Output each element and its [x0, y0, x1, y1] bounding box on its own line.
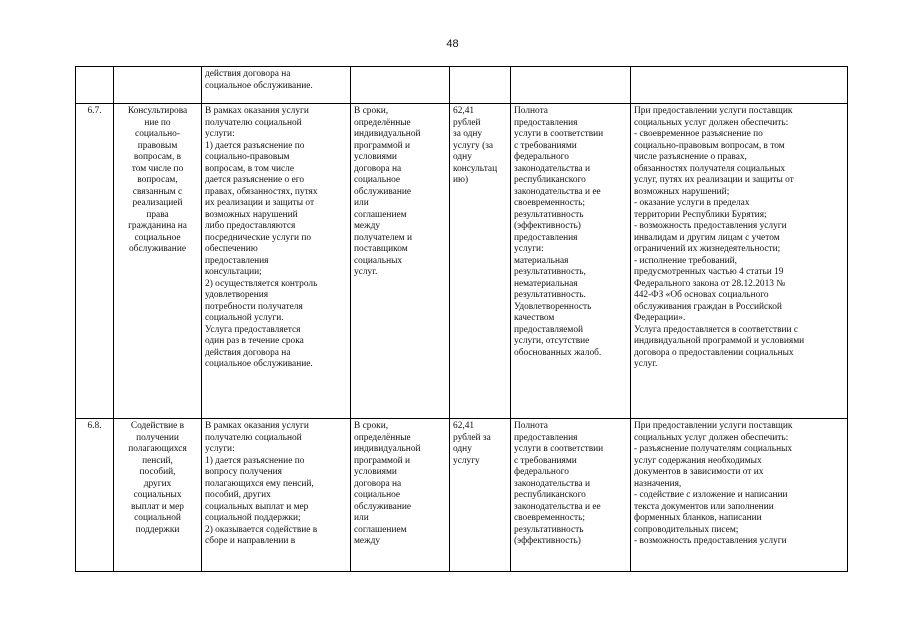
text-line: республиканского [514, 175, 586, 185]
text-line: услуг содержания необходимых [634, 455, 762, 466]
text-line: обслуживание [354, 501, 412, 512]
text-line: один раз в течение срока [205, 336, 304, 346]
text-line: предоставления [514, 232, 578, 243]
text-line: (эффективность) [514, 221, 581, 231]
text-line: удовлетворения [205, 290, 269, 300]
cell-price [450, 419, 511, 572]
text-line: При предоставлении услуги поставщик [634, 421, 793, 431]
text-line: Содействие в [130, 421, 185, 431]
text-line: услуг. [634, 359, 658, 369]
text-line: обоснованных жалоб. [514, 347, 602, 358]
text-line: том числе по [131, 163, 184, 174]
text-line: предоставления [205, 255, 269, 266]
text-line: Удовлетворенность [514, 301, 592, 312]
text-line: - возможность предоставления услуги [634, 536, 787, 546]
text-line: обязанностях получателя социальных [634, 163, 786, 174]
cell-terms [351, 419, 450, 572]
text-line: качеством [514, 313, 555, 323]
text-line: социальное обслуживание. [205, 80, 313, 91]
text-line: 62,41 [453, 106, 475, 116]
cell-terms [351, 67, 450, 104]
text-line: услуг, путях их реализации и защиты от [634, 175, 794, 185]
text-line: - разъяснение получателям социальных [634, 444, 793, 454]
text-line: услуг. [354, 267, 378, 277]
text-line: 62,41 [453, 421, 475, 431]
text-line: услуги: [205, 129, 235, 139]
text-line: ние по [144, 117, 171, 128]
text-line: социально-правовым вопросам, в том [634, 140, 785, 151]
text-line: своевременность; [514, 513, 585, 523]
text-line: вопросам, в [133, 152, 182, 162]
text-line: законодательства и ее [514, 186, 601, 197]
text-line: полагающихся ему пенсий, [205, 478, 314, 489]
cell-price [450, 67, 511, 104]
text-line: либо предоставляются [205, 221, 296, 231]
text-line: действия договора на [205, 69, 291, 79]
text-line: социальной услуги. [205, 313, 284, 323]
text-line: индивидуальной программой и условиями [634, 336, 805, 346]
text-line: поддержки [135, 524, 180, 535]
cell-indicators [511, 104, 631, 419]
text-line: услугу [453, 455, 480, 466]
text-line: за одну [453, 129, 483, 139]
text-line: правовым [137, 140, 178, 151]
text-line: назначения, [634, 478, 682, 489]
cell-indicators [511, 419, 631, 572]
text-line: ию) [453, 175, 469, 185]
text-line: услуги: [205, 444, 235, 454]
cell-name [114, 104, 202, 419]
text-line: возможных нарушений [205, 209, 298, 220]
text-line: услугу (за [453, 140, 494, 151]
text-line: - содействие с изложение и написании [634, 490, 788, 500]
text-line: условиями [354, 152, 397, 162]
text-line: обслуживания граждан в Российской [634, 301, 782, 312]
text-line: 1) дается разъяснение по [205, 455, 305, 466]
text-line: реализацией [132, 198, 183, 208]
cell-terms [351, 104, 450, 419]
text-line: программой и [354, 140, 411, 151]
table-row-service-6-7 [76, 104, 848, 419]
text-line: одну [453, 444, 472, 454]
text-line: услуги в соответствии [514, 129, 604, 139]
text-line: сборе и направлении в [205, 536, 296, 546]
text-line: социальное [134, 232, 181, 243]
text-line: с требованиями [514, 140, 577, 151]
text-line: права [146, 209, 169, 220]
text-line: других [143, 478, 172, 489]
cell-name [114, 67, 202, 104]
text-line: получателю социальной [205, 117, 302, 128]
cell-content [202, 419, 351, 572]
text-line: текста документов или заполнении [634, 501, 774, 512]
text-line: вопросу получения [205, 467, 282, 477]
text-line: числе разъяснение о правах, [634, 152, 747, 162]
text-line: или [354, 513, 369, 523]
text-line: рублей за [453, 432, 491, 443]
text-line: между [354, 536, 381, 546]
text-line: дается разъяснение о его [205, 175, 305, 185]
cell-price [450, 104, 511, 419]
text-line: возможных нарушений; [634, 186, 730, 197]
text-line: федерального [514, 467, 569, 477]
text-line: консультации; [205, 267, 262, 277]
text-line: консультац [453, 163, 498, 174]
text-line: индивидуальной [354, 444, 421, 454]
text-line: действия договора на [205, 347, 291, 358]
text-line: получателю социальной [205, 432, 302, 443]
text-line: социальной [134, 513, 181, 523]
cell-content [202, 104, 351, 419]
text-line: Федерации». [634, 313, 686, 323]
text-line: В сроки, [354, 106, 389, 116]
text-line: полагающихся [128, 444, 187, 454]
text-line: форменных бланков, написании [634, 513, 762, 523]
text-line: 1) дается разъяснение по [205, 140, 305, 151]
cell-num [76, 67, 114, 104]
text-line: программой и [354, 455, 411, 466]
text-line: материальная [514, 255, 569, 266]
table-row-service-6-8 [76, 419, 848, 572]
text-line: инвалидам и другим лицам с учетом [634, 232, 780, 243]
text-line: социально-правовым [205, 152, 290, 162]
text-line: результативность, [514, 267, 586, 277]
text-line: результативность. [514, 290, 586, 300]
cell-conditions [631, 419, 848, 572]
text-line: ограничений их жизнедеятельности; [634, 244, 781, 254]
text-line: В рамках оказания услуги [205, 106, 309, 116]
text-line: документов в зависимости от их [634, 467, 764, 477]
cell-num: 6.8. [76, 419, 114, 572]
text-line: одну [453, 152, 472, 162]
cell-content [202, 67, 351, 104]
text-line: - возможность предоставления услуги [634, 221, 787, 231]
text-line: обеспечению [205, 244, 258, 254]
text-line: определённые [354, 432, 411, 443]
cell-conditions [631, 67, 848, 104]
text-line: договора о предоставлении социальных [634, 347, 794, 358]
text-line: социальное [354, 490, 401, 500]
text-line: правах, обязанностях, путях [205, 186, 318, 197]
text-line: социальной поддержки; [205, 513, 301, 523]
text-line: В рамках оказания услуги [205, 421, 309, 431]
text-line: услуги, отсутствие [514, 336, 590, 346]
text-line: соглашением [354, 209, 407, 220]
text-line: рублей [453, 117, 481, 128]
text-line: условиями [354, 467, 397, 477]
text-line: гражданина на [128, 221, 187, 231]
text-line: пособий, других [205, 490, 271, 500]
text-line: федерального [514, 152, 569, 162]
text-line: результативность [514, 209, 584, 220]
text-line: социальных [133, 490, 182, 500]
text-line: республиканского [514, 490, 586, 500]
text-line: потребности получателя [205, 301, 303, 312]
text-line: определённые [354, 117, 411, 128]
text-line: 2) осуществляется контроль [205, 278, 318, 289]
text-line: Федерального закона от 28.12.2013 № [634, 278, 786, 289]
cell-num: 6.7. [76, 104, 114, 419]
text-line: своевременность; [514, 198, 585, 208]
text-line: между [354, 221, 381, 231]
text-line: социальное обслуживание. [205, 359, 313, 369]
text-line: социальных выплат и мер [205, 501, 309, 512]
services-table [75, 66, 848, 572]
text-line: законодательства и ее [514, 501, 601, 512]
text-line: договора на [354, 478, 402, 489]
text-line: предоставляемой [514, 324, 584, 335]
text-line: социальных [354, 255, 403, 266]
text-line: индивидуальной [354, 129, 421, 139]
text-line: При предоставлении услуги поставщик [634, 106, 793, 116]
text-line: социально- [135, 129, 180, 139]
text-line: пенсий, [142, 455, 173, 466]
text-line: получении [136, 432, 179, 443]
text-line: услуги: [514, 244, 544, 254]
text-line: 442-ФЗ «Об основах социального [634, 290, 769, 300]
table-row-continuation [76, 67, 848, 104]
text-line: территории Республики Бурятия; [634, 209, 767, 220]
text-line: обслуживание [128, 244, 186, 254]
text-line: социальное [354, 175, 401, 185]
text-line: нематериальная [514, 278, 578, 289]
page-number: 48 [446, 38, 459, 50]
text-line: предусмотренных частью 4 статьи 19 [634, 267, 784, 277]
text-line: 2) оказывается содействие в [205, 524, 318, 535]
text-line: посреднические услуги по [205, 232, 312, 243]
text-line: Полнота [514, 421, 548, 431]
cell-name [114, 419, 202, 572]
text-line: Консультирова [127, 106, 188, 116]
text-line: вопросам, [137, 175, 178, 185]
cell-conditions [631, 104, 848, 419]
text-line: с требованиями [514, 455, 577, 466]
text-line: социальных услуг должен обеспечить: [634, 117, 789, 128]
text-line: - своевременное разъяснение по [634, 129, 763, 139]
text-line: договора на [354, 163, 402, 174]
text-line: Услуга предоставляется [205, 324, 301, 335]
text-line: Полнота [514, 106, 548, 116]
text-line: услуги в соответствии [514, 444, 604, 454]
text-line: соглашением [354, 524, 407, 535]
text-line: результативность [514, 524, 584, 535]
text-line: их реализации и защиты от [205, 198, 315, 208]
text-line: - исполнение требований, [634, 255, 737, 266]
text-line: Услуга предоставляется в соответствии с [634, 324, 799, 335]
text-line: поставщиком [354, 244, 408, 254]
text-line: обслуживание [354, 186, 412, 197]
text-line: выплат и мер [131, 501, 184, 512]
text-line: предоставления [514, 432, 578, 443]
text-line: законодательства и [514, 478, 591, 489]
text-line: В сроки, [354, 421, 389, 431]
text-line: сопроводительных писем; [634, 524, 739, 535]
text-line: вопросам, в том числе [205, 163, 294, 174]
text-line: получателем и [354, 232, 412, 243]
text-line: пособий, [139, 467, 176, 477]
text-line: законодательства и [514, 163, 591, 174]
text-line: или [354, 198, 369, 208]
text-line: (эффективность) [514, 536, 581, 546]
text-line: социальных услуг должен обеспечить: [634, 432, 789, 443]
text-line: - оказание услуги в пределах [634, 198, 750, 208]
text-line: связанным с [132, 186, 183, 197]
text-line: предоставления [514, 117, 578, 128]
cell-indicators [511, 67, 631, 104]
